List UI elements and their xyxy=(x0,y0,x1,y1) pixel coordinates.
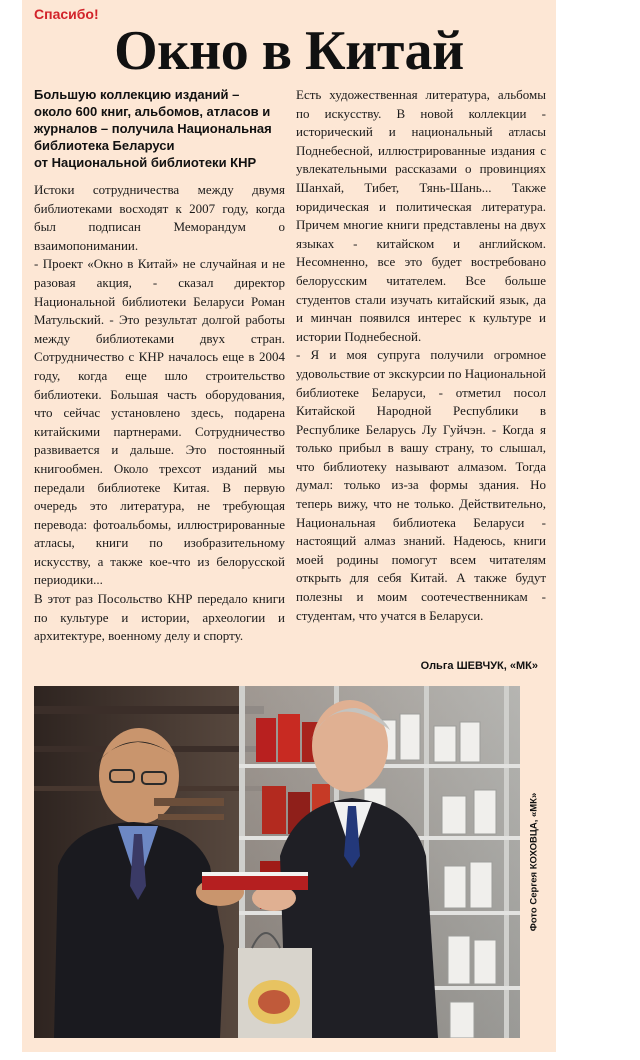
article-page xyxy=(22,0,556,1052)
rubric-label: Спасибо! xyxy=(34,6,99,22)
body-paragraph: - Я и моя супруга получили огромное удовольствие от экскурсии по Национальной библиотеке Беларуси, - отметил посол Китайской Народной Республики в Республике Беларусь Лу Гуйчэн. - Когда я только прибыл в вашу страну, то слышал, что библиотеку называют алмазом. Тогда думал: только из-за формы здания. Но теперь вижу, что не только. Действительно, Национальная библиотека Беларуси - настоящий алмаз знаний. Надеюсь, книги моей родины помогут всем читателям открыть для себя Китай. А также будут полезны и моим соотечественникам - студентам, что учатся в Беларуси. xyxy=(296,347,546,623)
body-paragraph: Истоки сотрудничества между двумя библиотеками восходят к 2007 году, когда был подписан Меморандум о взаимопонимании. xyxy=(34,182,285,253)
left-column xyxy=(34,86,285,646)
lead-line: Большую коллекцию изданий – xyxy=(34,87,240,102)
author-byline: Ольга ШЕВЧУК, «МК» xyxy=(420,660,538,672)
body-paragraph: В этот раз Посольство КНР передало книги по культуре и истории, археологии и архитектуре, военному делу и спорту. xyxy=(34,591,285,644)
photo-credit-text: Фото Сергея КОХОВЦА, «МК» xyxy=(528,792,540,932)
lead-line: от Национальной библиотеки КНР xyxy=(34,155,257,170)
headline: Окно в Китай xyxy=(114,20,464,82)
right-column xyxy=(296,86,546,625)
lead-line: журналов – получила Национальная xyxy=(34,121,272,136)
body-paragraph: - Проект «Окно в Китай» не случайная и не разовая акция, - сказал директор Национальной библиотеки Беларуси Роман Матульский. - Это результат долгой работы между библиотеками двух стран. Сотрудничество с КНР началось еще в 2004 году, когда еще шло строительство библиотеки. Большая часть оборудования, что сейчас установлено здесь, подарена китайскими партнерами. Сотрудничество развивается и дальше. Это постоянный книгообмен. Около трехсот изданий мы передали библиотеке Китая. В первую очередь это литература, не требующая перевода: фотоальбомы, иллюстрированные атласы, книги по изобразительному искусству, а также кое-что из белорусской периодики... xyxy=(34,256,285,588)
lead-line: около 600 книг, альбомов, атласов и xyxy=(34,104,271,119)
lead-line: библиотека Беларуси xyxy=(34,138,175,153)
article-photo xyxy=(34,686,520,1038)
photo-illustration xyxy=(34,686,520,1038)
lead-paragraph xyxy=(34,86,285,171)
body-paragraph: Есть художественная литература, альбомы по искусству. В новой коллекции - исторический и национальный атласы Поднебесной, иллюстрированные издания с увлекательными рассказами о провинциях Шанхай, Тибет, Тянь-Шань... Также юридическая и политическая литература. Причем многие книги представлены на двух языках - китайском и английском. Несомненно, все это будет востребовано белорусским читателем. Все больше студентов стали изучать китайский язык, да и минчан появился интерес к культуре и истории Поднебесной. xyxy=(296,87,546,344)
photo-credit xyxy=(522,686,546,1038)
